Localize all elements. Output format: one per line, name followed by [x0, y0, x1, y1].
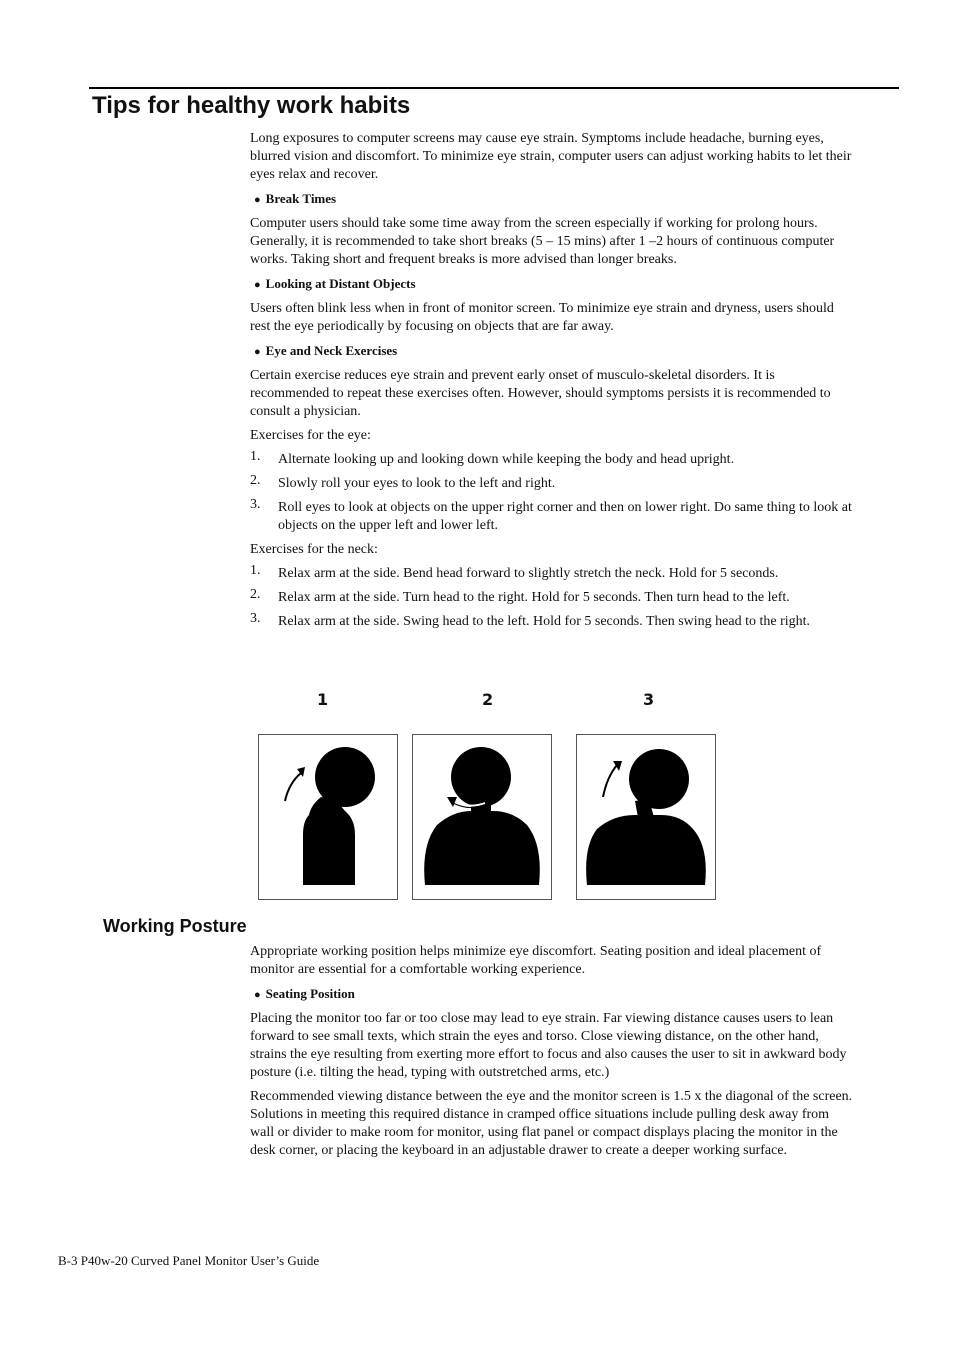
eye-exercises-label: Exercises for the eye: — [250, 428, 371, 443]
break-times-paragraph: Computer users should take some time away from the screen especially if working for prolong hours. Generally, it is recommended to take short breaks (5 – 15 mins) after 1 –2 hours of continuous computer works. Taking short and frequent breaks is more advised than longer breaks. — [250, 216, 835, 267]
bullet-dot-icon: ● — [254, 989, 261, 1001]
posture-intro-paragraph: Appropriate working position helps minimize eye discomfort. Seating position and ideal placement of monitor are essential for a comfortable working experience. — [250, 944, 822, 977]
eye-exercises-list — [250, 451, 855, 535]
viewing-distance-paragraph: Recommended viewing distance between the eye and the monitor screen is 1.5 x the diagonal of the screen. Solutions in meeting this required distance in cramped office situations include pulling desk away from wall or divider to make room for monitor, using flat panel or compact displays placing the monitor in the desk corner, or placing the keyboard in an adjustable drawer to create a deeper working surface. — [250, 1089, 853, 1158]
bullet-dot-icon: ● — [254, 194, 261, 206]
head-swing-icon — [577, 735, 715, 899]
list-item: 1. Relax arm at the side. Bend head forward to slightly stretch the neck. Hold for 5 seconds. — [250, 563, 779, 581]
head-bend-forward-icon — [259, 735, 397, 899]
page-footer: B-3 P40w-20 Curved Panel Monitor User’s Guide — [58, 1253, 320, 1268]
bullet-dot-icon: ● — [254, 346, 261, 358]
figure-number-3: 3 — [643, 690, 655, 709]
working-posture-heading: Working Posture — [103, 916, 247, 936]
distant-objects-paragraph: Users often blink less when in front of monitor screen. To minimize eye strain and dryness, users should rest the eye periodically by focusing on objects that are far away. — [250, 301, 834, 334]
figure-neck-bend — [258, 734, 398, 900]
list-item: 1. Alternate looking up and looking down while keeping the body and head upright. — [250, 449, 735, 467]
list-item: 3. Roll eyes to look at objects on the upper right corner and then on lower right. Do same thing to look at objects on the upper left and lower left. — [250, 497, 852, 533]
intro-paragraph: Long exposures to computer screens may cause eye strain. Symptoms include headache, burning eyes, blurred vision and discomfort. To minimize eye strain, computer users can adjust working habits to let their eyes relax and recover. — [250, 131, 852, 182]
page-title: Tips for healthy work habits — [92, 92, 411, 119]
figure-number-1: 1 — [317, 690, 329, 709]
list-item: 2. Slowly roll your eyes to look to the left and right. — [250, 473, 556, 491]
list-item: 2. Relax arm at the side. Turn head to the right. Hold for 5 seconds. Then turn head to the left. — [250, 587, 790, 605]
main-content — [250, 130, 855, 637]
head-turn-icon — [413, 735, 551, 899]
bullet-break-times: ● Break Times — [254, 191, 337, 206]
list-item: 3. Relax arm at the side. Swing head to the left. Hold for 5 seconds. Then swing head to the right. — [250, 611, 811, 629]
neck-exercise-figures — [258, 690, 718, 902]
exercises-paragraph: Certain exercise reduces eye strain and prevent early onset of musculo-skeletal disorders. It is recommended to repeat these exercises often. However, should symptoms persists it is recommended to consult a physician. — [250, 368, 831, 419]
bullet-eye-neck-exercises: ● Eye and Neck Exercises — [254, 343, 398, 358]
figure-number-2: 2 — [482, 690, 494, 709]
posture-content — [250, 943, 855, 1166]
neck-exercises-list — [250, 565, 855, 631]
figure-neck-turn — [412, 734, 552, 900]
seating-paragraph: Placing the monitor too far or too close may lead to eye strain. Far viewing distance causes users to lean forward to see small texts, which strain the eyes and torso. Close viewing distance, on the other hand, strains the eye resulting from exerting more effort to focus and also causes the user to sit in awkward body posture (i.e. tilting the head, typing with outstretched arms, etc.) — [250, 1011, 847, 1080]
neck-exercises-label: Exercises for the neck: — [250, 542, 378, 557]
bullet-distant-objects: ● Looking at Distant Objects — [254, 276, 416, 291]
bullet-dot-icon: ● — [254, 279, 261, 291]
figure-neck-swing — [576, 734, 716, 900]
bullet-seating-position: ● Seating Position — [254, 986, 355, 1001]
